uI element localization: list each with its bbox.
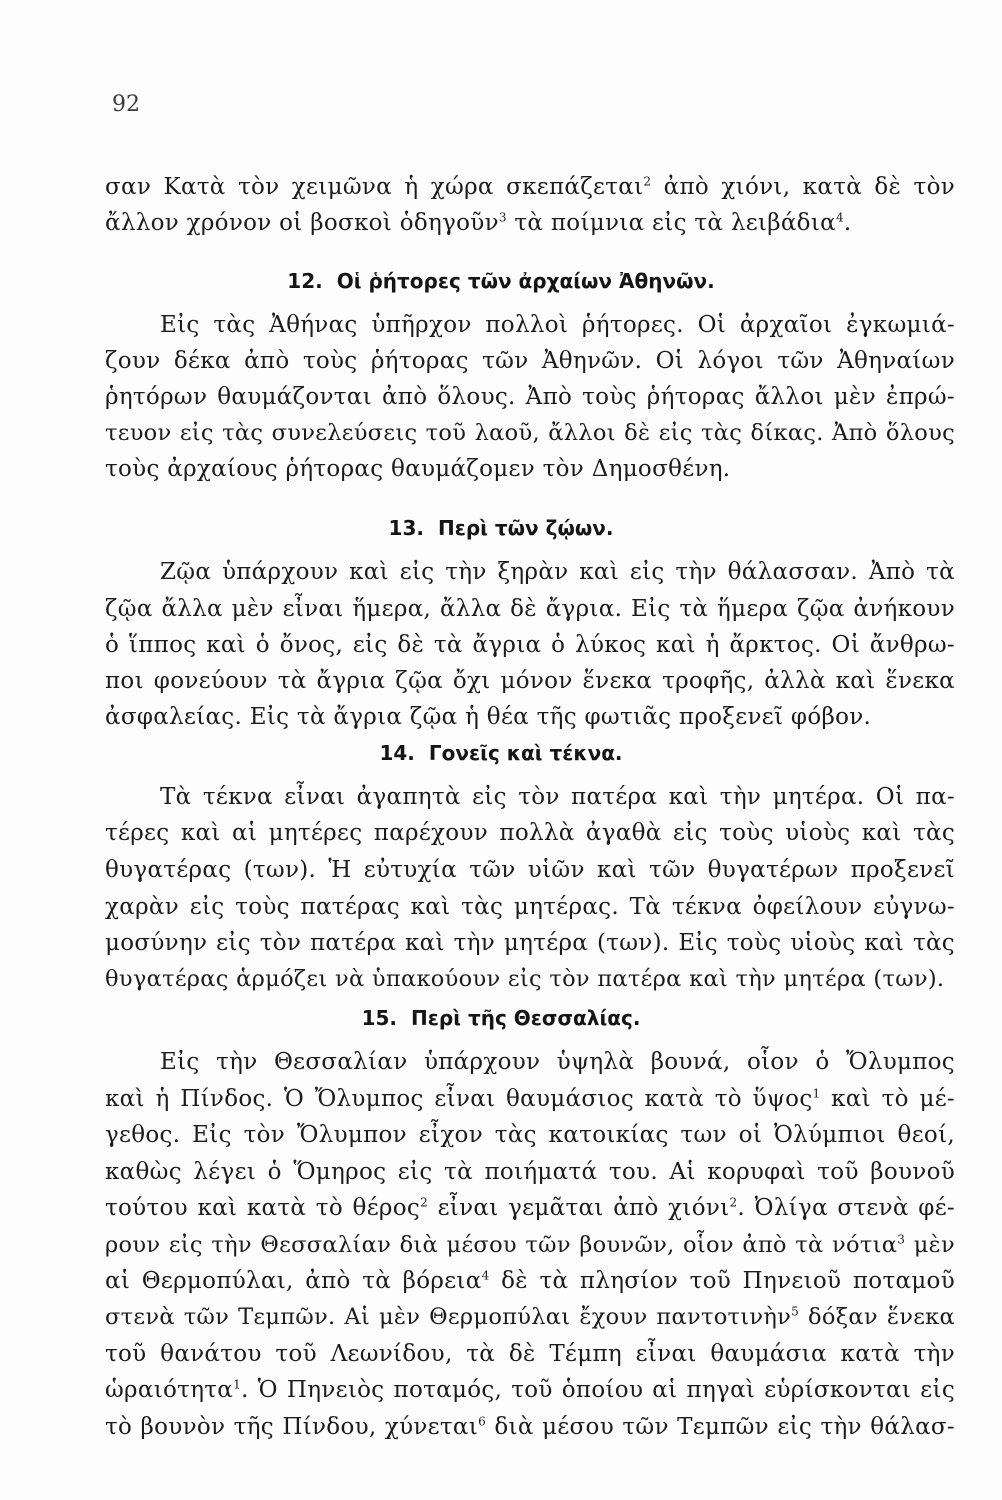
text-span: .: [843, 210, 852, 236]
paragraph-line: Τὰ τέκνα εἶναι ἀγαπητὰ εἰς τὸν πατέρα καὶ τὴν μητέρα. Οἱ πα-: [160, 784, 955, 810]
paragraph-line: Εἰς τὰς Ἀθήνας ὑπῆρχον πολλοὶ ῥήτορες. Οἱ ἀρχαῖοι ἐγκωμιά-: [160, 312, 955, 338]
section-number: 14.: [379, 741, 415, 765]
paragraph-line: τοῦ θανάτου τοῦ Λεωνίδου, τὰ δὲ Τέμπη εἶναι θαυμάσια κατὰ τὴν: [105, 1341, 955, 1367]
paragraph-line: [105, 172, 955, 202]
section-heading: [0, 740, 1002, 766]
paragraph-line: [105, 1266, 955, 1296]
footnote-marker: 5: [791, 1304, 800, 1319]
paragraph-line: [105, 1230, 955, 1260]
page-number: 92: [112, 92, 140, 117]
paragraph-line: [105, 1084, 955, 1114]
section-heading: [0, 1005, 1002, 1031]
paragraph-line: [105, 1375, 955, 1405]
text-span: ἄλλον χρόνον οἱ βοσκοὶ ὁδηγοῦν: [105, 210, 499, 236]
text-span: στενὰ τῶν Τεμπῶν. Αἱ μὲν Θερμοπύλαι ἔχουν παντοτινὴν: [105, 1304, 792, 1330]
footnote-marker: 3: [498, 210, 507, 225]
paragraph-line: [105, 1193, 955, 1223]
paragraph-line: Εἰς τὴν Θεσσαλίαν ὑπάρχουν ὑψηλὰ βουνά, οἷον ὁ Ὄλυμπος: [160, 1049, 955, 1075]
footnote-marker: 1: [233, 1377, 242, 1392]
paragraph-line: ζῷα ἄλλα μὲν εἶναι ἥμερα, ἄλλα δὲ ἄγρια. Εἰς τὰ ἥμερα ζῷα ἀνήκουν: [105, 596, 955, 622]
text-span: εἶναι γεμᾶται ἀπὸ χιόνι: [428, 1195, 730, 1221]
section-number: 12.: [287, 269, 323, 293]
paragraph-line: ῥητόρων θαυμάζονται ἀπὸ ὅλους. Ἀπὸ τοὺς ῥήτορας ἄλλοι μὲν ἐπρώ-: [105, 384, 955, 410]
footnote-marker: 4: [481, 1268, 490, 1283]
paragraph-line: καθὼς λέγει ὁ Ὅμηρος εἰς τὰ ποιήματά του. Αἱ κορυφαὶ τοῦ βουνοῦ: [105, 1159, 955, 1185]
section-heading: [0, 515, 1002, 541]
footnote-marker: 2: [420, 1195, 428, 1210]
text-span: διὰ μέσου τῶν Τεμπῶν εἰς τὴν θάλασ-: [486, 1414, 955, 1440]
section-title: Περὶ τῆς Θεσσαλίας.: [411, 1006, 641, 1030]
text-span: . Ὁ Πηνειὸς ποταμός, τοῦ ὁποίου αἱ πηγαὶ εὑρίσκονται εἰς: [241, 1377, 955, 1403]
paragraph-line: θυγατέρας (των). Ἡ εὐτυχία τῶν υἱῶν καὶ τῶν θυγατέρων προξενεῖ: [105, 857, 955, 883]
paragraph-line: ζουν δέκα ἀπὸ τοὺς ῥήτορας τῶν Ἀθηνῶν. Οἱ λόγοι τῶν Ἀθηναίων: [105, 348, 955, 374]
paragraph-line: γεθος. Εἰς τὸν Ὄλυμπον εἶχον τὰς κατοικίας των οἱ Ὀλύμπιοι θεοί,: [105, 1122, 955, 1148]
text-span: τὰ ποίμνια εἰς τὰ λειβάδια: [506, 210, 836, 236]
paragraph-line: θυγατέρας ἁρμόζει νὰ ὑπακούουν εἰς τὸν πατέρα καὶ τὴν μητέρα (των).: [105, 966, 945, 992]
paragraph-line: ἀσφαλείας. Εἰς τὰ ἄγρια ζῷα ἡ θέα τῆς φωτιᾶς προξενεῖ φόβον.: [105, 704, 872, 730]
text-span: καὶ ἡ Πίνδος. Ὁ Ὄλυμπος εἶναι θαυμάσιος κατὰ τὸ ὕψος: [105, 1086, 813, 1112]
text-span: ἀπὸ χιόνι, κατὰ δὲ τὸν: [651, 174, 955, 200]
paragraph-line: μοσύνην εἰς τὸν πατέρα καὶ τὴν μητέρα (των). Εἰς τοὺς υἱοὺς καὶ τὰς: [105, 930, 955, 956]
section-title: Περὶ τῶν ζῴων.: [437, 516, 614, 540]
paragraph-line: [105, 208, 955, 238]
text-span: τούτου καὶ κατὰ τὸ θέρος: [105, 1195, 421, 1221]
paragraph-line: [105, 1412, 955, 1442]
paragraph-line: [105, 1302, 955, 1332]
text-span: δόξαν ἕνεκα: [799, 1304, 956, 1330]
footnote-marker: 2: [729, 1195, 738, 1210]
paragraph-line: ὁ ἵππος καὶ ὁ ὄνος, εἰς δὲ τὰ ἄγρια ὁ λύκος καὶ ἡ ἄρκτος. Οἱ ἄνθρω-: [105, 632, 955, 658]
section-title: Γονεῖς καὶ τέκνα.: [428, 741, 623, 765]
text-span: ὡραιότητα: [105, 1377, 234, 1403]
text-span: δὲ τὰ πλησίον τοῦ Πηνειοῦ ποταμοῦ: [489, 1268, 955, 1294]
text-span: ρουν εἰς τὴν Θεσσαλίαν διὰ μέσου τῶν βουνῶν, οἷον ἀπὸ τὰ νότια: [105, 1232, 898, 1258]
text-span: μὲν: [905, 1232, 955, 1258]
paragraph-line: Ζῷα ὑπάρχουν καὶ εἰς τὴν ξηρὰν καὶ εἰς τὴν θάλασσαν. Ἀπὸ τὰ: [160, 559, 955, 585]
section-title: Οἱ ῥήτορες τῶν ἀρχαίων Ἀθηνῶν.: [336, 269, 715, 293]
paragraph-line: τευον εἰς τὰς συνελεύσεις τοῦ λαοῦ, ἄλλοι δὲ εἰς τὰς δίκας. Ἀπὸ ὅλους: [105, 420, 955, 446]
footnote-marker: 3: [897, 1232, 906, 1247]
paragraph-line: τέρες καὶ αἱ μητέρες παρέχουν πολλὰ ἀγαθὰ εἰς τοὺς υἱοὺς καὶ τὰς: [105, 820, 955, 846]
section-number: 13.: [388, 516, 424, 540]
paragraph-line: ποι φονεύουν τὰ ἄγρια ζῷα ὄχι μόνον ἕνεκα τροφῆς, ἀλλὰ καὶ ἕνεκα: [105, 668, 955, 694]
text-span: . Ὀλίγα στενὰ φέ-: [737, 1195, 956, 1221]
section-number: 15.: [361, 1006, 397, 1030]
text-span: αἱ Θερμοπύλαι, ἀπὸ τὰ βόρεια: [105, 1268, 482, 1294]
section-heading: [0, 268, 1002, 294]
footnote-marker: 1: [812, 1086, 821, 1101]
footnote-marker: 6: [478, 1414, 487, 1429]
text-span: καὶ τὸ μέ-: [820, 1086, 955, 1112]
text-span: τὸ βουνὸν τῆς Πίνδου, χύνεται: [105, 1414, 479, 1440]
footnote-marker: 4: [835, 210, 844, 225]
text-span: σαν Κατὰ τὸν χειμῶνα ἡ χώρα σκεπάζεται: [105, 174, 644, 200]
paragraph-line: τοὺς ἀρχαίους ῥήτορας θαυμάζομεν τὸν Δημοσθένη.: [105, 456, 731, 482]
paragraph-line: χαρὰν εἰς τοὺς πατέρας καὶ τὰς μητέρας. Τὰ τέκνα ὀφείλουν εὐγνω-: [105, 894, 955, 920]
footnote-marker: 2: [643, 174, 652, 189]
